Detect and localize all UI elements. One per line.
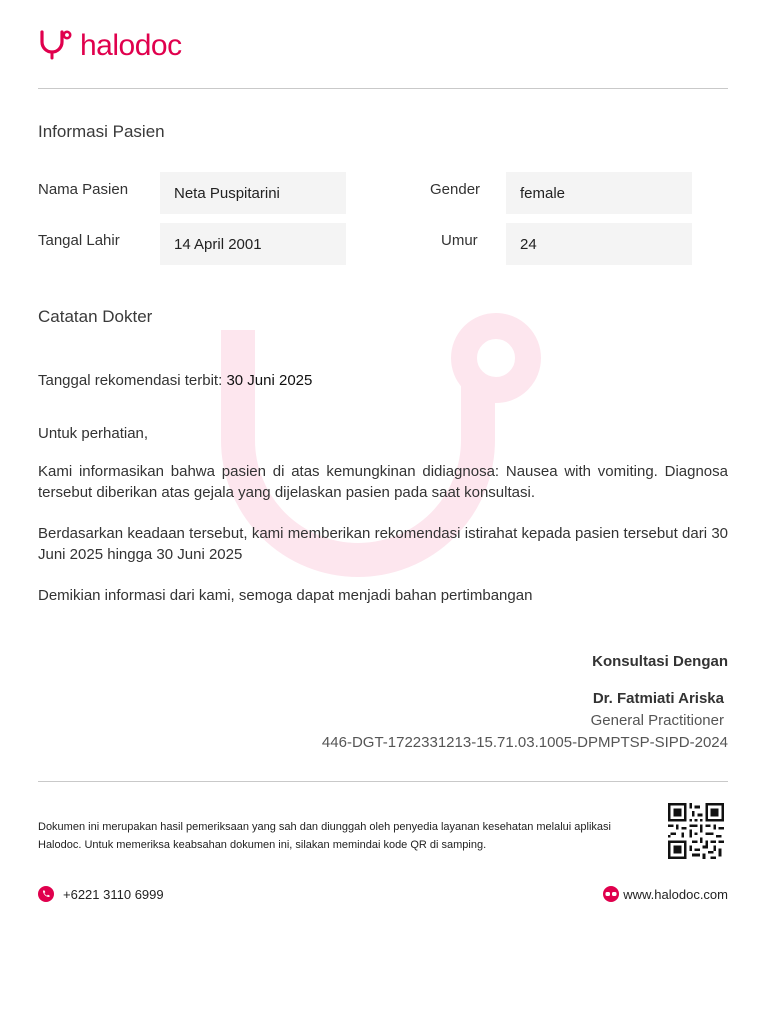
diagnosis-paragraph: Kami informasikan bahwa pasien di atas kemungkinan didiagnosa: Nausea with vomiting. Diagnosa tersebut diberikan atas gejala yang dijelaskan pasien pada saat konsultasi. — [38, 463, 728, 501]
patient-name-value: Neta Puspitarini — [160, 172, 346, 214]
issued-date-label: Tanggal rekomendasi terbit: — [38, 372, 227, 389]
rest-recommendation-paragraph: Berdasarkan keadaan tersebut, kami memberikan rekomendasi istirahat kepada pasien tersebut dari 30 Juni 2025 hingga 30 Juni 2025 — [38, 525, 728, 563]
globe-icon — [602, 886, 620, 902]
qr-code — [668, 803, 724, 859]
greeting-text: Untuk perhatian, — [38, 425, 149, 442]
doctor-name: Dr. Fatmiati Ariska — [592, 690, 724, 707]
phone-icon — [38, 886, 54, 902]
website-url: www.halodoc.com — [623, 886, 728, 902]
dob-value: 14 April 2001 — [160, 223, 346, 265]
patient-section-title: Informasi Pasien — [38, 122, 165, 141]
website-contact[interactable] — [602, 886, 728, 902]
gender-value: female — [506, 172, 692, 214]
consult-label: Konsultasi Dengan — [592, 653, 728, 670]
doctor-title: General Practitioner — [590, 712, 724, 729]
age-value: 24 — [506, 223, 692, 265]
watermark-logo — [200, 300, 560, 620]
brand-name: halodoc — [80, 29, 182, 62]
age-label: Umur — [441, 232, 478, 249]
header-divider — [38, 88, 728, 89]
halodoc-logo — [38, 28, 182, 64]
doctor-notes-title: Catatan Dokter — [38, 307, 153, 326]
closing-paragraph: Demikian informasi dari kami, semoga dapat menjadi bahan pertimbangan — [38, 587, 533, 604]
verification-note: Dokumen ini merupakan hasil pemeriksaan yang sah dan diunggah oleh penyedia layanan kesehatan melalui aplikasi Halodoc. Untuk memeriksa keabsahan dokumen ini, silakan memindai kode QR di samping. — [38, 821, 611, 851]
issued-date-value: 30 Juni 2025 — [226, 372, 313, 389]
stethoscope-icon — [38, 28, 74, 64]
phone-number: +6221 3110 6999 — [63, 886, 164, 902]
gender-label: Gender — [430, 181, 481, 198]
dob-label: Tangal Lahir — [38, 232, 120, 249]
patient-name-label: Nama Pasien — [38, 181, 129, 198]
phone-contact[interactable] — [38, 886, 164, 902]
doctor-license: 446-DGT-1722331213-15.71.03.1005-DPMPTSP-SIPD-2024 — [321, 734, 728, 751]
issued-date-line — [38, 370, 728, 391]
footer-divider — [38, 781, 728, 782]
